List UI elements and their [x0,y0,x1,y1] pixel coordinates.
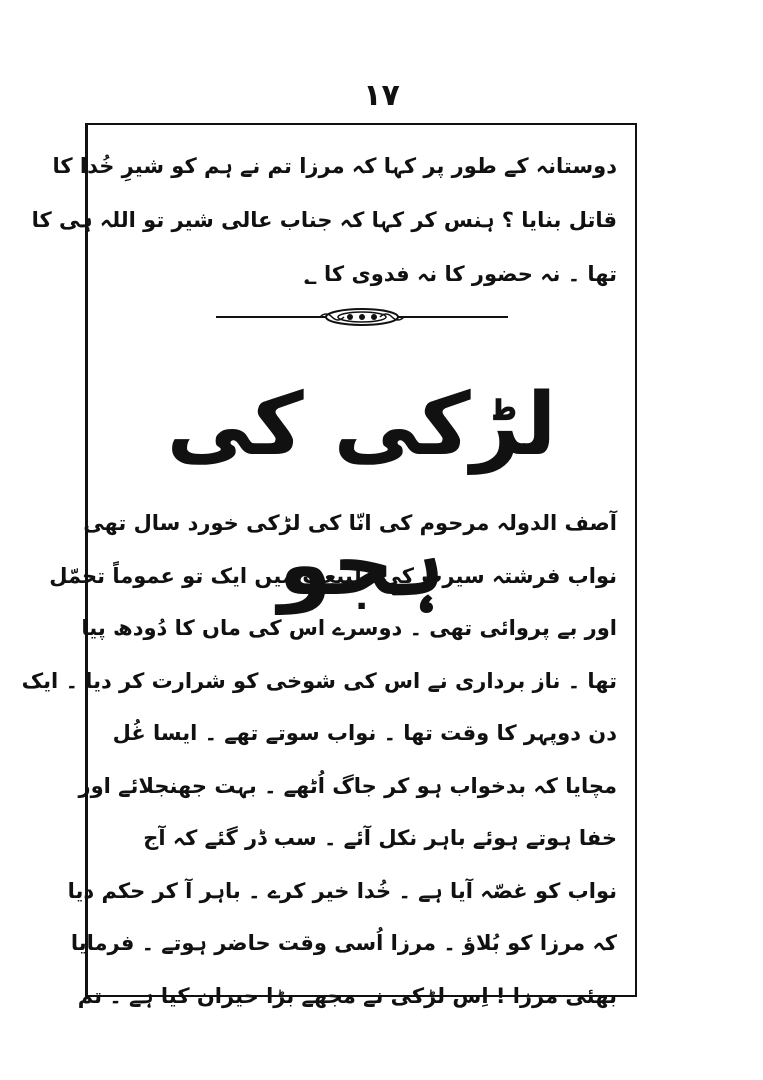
text-line: آصف الدولہ مرحوم کی انّا کی لڑکی خورد سال تھی [83,511,617,535]
text-line: قاتل بنایا ؟ ہنس کر کہا کہ جناب عالی شیر تو اللہ ہی کا [31,208,617,232]
ornamental-divider [216,307,508,327]
text-line: تھا ۔ ناز برداری نے اس کی شوخی کو شرارت کر دیا ۔ ایک [21,668,617,693]
text-line: نواب فرشتہ سیرت کی طبیعت میں ایک تو عموماً تحمّل [49,563,617,588]
text-line: خفا ہوتے ہوئے باہر نکل آئے ۔ سب ڈر گئے کہ آج [143,826,617,850]
text-line: تھا ۔ نہ حضور کا نہ فدوی کا ؂ [304,262,617,286]
text-line: بھئی مرزا ! اِس لڑکی نے مجھے بڑا حیران کیا ہے ۔ تم [77,983,617,1008]
text-line: دن دوپہر کا وقت تھا ۔ نواب سوتے تھے ۔ ایسا غُل [112,721,617,745]
text-line: کہ مرزا کو بُلاؤ ۔ مرزا اُسی وقت حاضر ہوتے ۔ فرمایا [70,931,617,955]
page-frame [21,123,637,1008]
text-line: مچایا کہ بدخواب ہو کر جاگ اُٹھے ۔ بہت جھنجلائے اور [78,773,617,798]
intro-paragraph [31,139,617,301]
page-number: ۱۷ [363,78,400,113]
section-heading: لڑکی کی ہجو [166,375,557,615]
body-paragraph [21,497,617,1022]
text-line: دوستانہ کے طور پر کہا کہ مرزا تم نے ہم کو شیرِ خُدا کا [52,154,617,178]
text-line: نواب کو غصّہ آیا ہے ۔ خُدا خیر کرے ۔ باہر آ کر حکم دیا [67,878,617,903]
text-line: اور بے پروائی تھی ۔ دوسرے اس کی ماں کا دُودھ پیا [81,616,617,640]
